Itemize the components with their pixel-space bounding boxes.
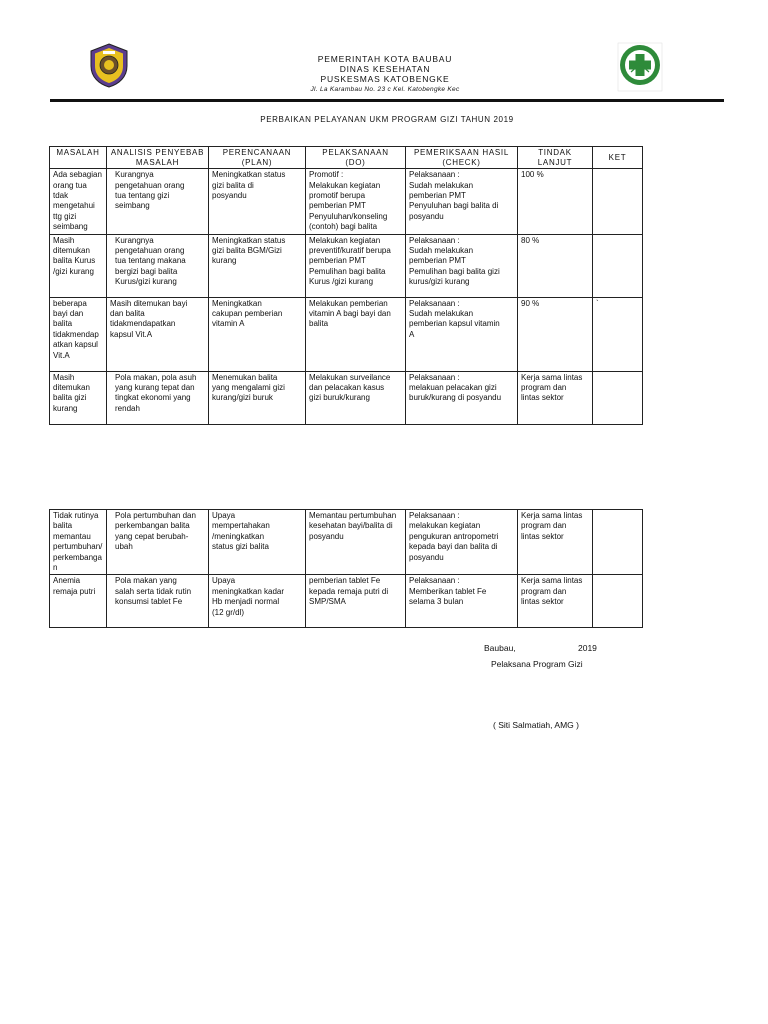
cell-masalah: Ada sebagian orang tua tdak mengetahui ttg gizi seimbang — [50, 169, 107, 234]
cell-ket — [593, 169, 643, 234]
signature-place: Baubau, — [484, 643, 516, 653]
cell-masalah: Masih ditemukan balita Kurus /gizi kurang — [50, 234, 107, 297]
cell-pelaksanaan: pemberian tablet Fe kepada remaja putri di SMP/SMA — [306, 575, 406, 628]
cell-pelaksanaan: Promotif : Melakukan kegiatan promotif berupa pemberian PMT Penyuluhan/konseling (contoh) bagi balita — [306, 169, 406, 234]
cell-ket — [593, 510, 643, 575]
cell-ket: ` — [593, 297, 643, 371]
cell-masalah: Tidak rutinya balita memantau pertumbuhan/ perkembanga n — [50, 510, 107, 575]
col-header-perencanaan: PERENCANAAN (PLAN) — [209, 147, 306, 169]
table-row — [50, 234, 643, 297]
col-header-pemeriksaan: PEMERIKSAAN HASIL (CHECK) — [406, 147, 518, 169]
cell-masalah: Anemia remaja putri — [50, 575, 107, 628]
cell-pemeriksaan: Pelaksanaan : melakuan pelacakan gizi buruk/kurang di posyandu — [406, 371, 518, 424]
signature-year: 2019 — [578, 643, 597, 653]
col-header-ket: KET — [593, 147, 643, 169]
header-divider — [50, 99, 724, 102]
cell-tindak: Kerja sama lintas program dan lintas sektor — [518, 510, 593, 575]
table-row — [50, 371, 643, 424]
table-row — [50, 297, 643, 371]
cell-pemeriksaan: Pelaksanaan : melakukan kegiatan pengukuran antropometri kepada bayi dan balita di posyandu — [406, 510, 518, 575]
cell-analisis: Pola makan yang salah serta tidak rutin konsumsi tablet Fe — [107, 575, 209, 628]
cell-pemeriksaan: Pelaksanaan : Memberikan tablet Fe selama 3 bulan — [406, 575, 518, 628]
cell-analisis: Masih ditemukan bayi dan balita tidakmendapatkan kapsul Vit.A — [107, 297, 209, 371]
cell-analisis: Pola makan, pola asuh yang kurang tepat dan tingkat ekonomi yang rendah — [107, 371, 209, 424]
table-row — [50, 169, 643, 234]
cell-pelaksanaan: Memantau pertumbuhan kesehatan bayi/balita di posyandu — [306, 510, 406, 575]
signature-role: Pelaksana Program Gizi — [491, 659, 583, 669]
cell-ket — [593, 371, 643, 424]
cell-tindak: Kerja sama lintas program dan lintas sektor — [518, 371, 593, 424]
cell-perencanaan: Menemukan balita yang mengalami gizi kurang/gizi buruk — [209, 371, 306, 424]
table-row — [50, 575, 643, 628]
document-title: PERBAIKAN PELAYANAN UKM PROGRAM GIZI TAHUN 2019 — [260, 115, 514, 124]
improvement-table — [49, 146, 643, 425]
cell-perencanaan: Meningkatkan status gizi balita di posyandu — [209, 169, 306, 234]
col-header-analisis: ANALISIS PENYEBAB MASALAH — [107, 147, 209, 169]
cell-pelaksanaan: Melakukan kegiatan preventif/kuratif berupa pemberian PMT Pemulihan bagi balita Kurus /gizi kurang — [306, 234, 406, 297]
header-line-2: DINAS KESEHATAN — [339, 64, 431, 74]
cell-pelaksanaan: Melakukan surveilance dan pelacakan kasus gizi buruk/kurang — [306, 371, 406, 424]
cell-perencanaan: Meningkatkan status gizi balita BGM/Gizi kurang — [209, 234, 306, 297]
cell-analisis: Kurangnya pengetahuan orang tua tentang makana bergizi bagi balita Kurus/gizi kurang — [107, 234, 209, 297]
cell-masalah: beberapa bayi dan balita tidakmendap atkan kapsul Vit.A — [50, 297, 107, 371]
table-header-row — [50, 147, 643, 169]
cell-analisis: Pola pertumbuhan dan perkembangan balita yang cepat berubah- ubah — [107, 510, 209, 575]
cell-tindak: 90 % — [518, 297, 593, 371]
cell-masalah: Masih ditemukan balita gizi kurang — [50, 371, 107, 424]
col-header-pelaksanaan: PELAKSANAAN (DO) — [306, 147, 406, 169]
cell-ket — [593, 575, 643, 628]
header-line-1: PEMERINTAH KOTA BAUBAU — [317, 54, 453, 64]
table-row — [50, 510, 643, 575]
cell-tindak: Kerja sama lintas program dan lintas sektor — [518, 575, 593, 628]
cell-ket — [593, 234, 643, 297]
cell-tindak: 100 % — [518, 169, 593, 234]
cell-pemeriksaan: Pelaksanaan : Sudah melakukan pemberian PMT Pemulihan bagi balita gizi kurus/gizi kurang — [406, 234, 518, 297]
health-cross-icon — [617, 42, 663, 92]
cell-pemeriksaan: Pelaksanaan : Sudah melakukan pemberian PMT Penyuluhan bagi balita di posyandu — [406, 169, 518, 234]
cell-perencanaan: Upaya mempertahakan /meningkatkan status gizi balita — [209, 510, 306, 575]
header-line-3: PUSKESMAS KATOBENGKE — [320, 74, 450, 84]
city-seal-icon — [86, 42, 132, 88]
col-header-masalah: MASALAH — [50, 147, 107, 169]
cell-analisis: Kurangnya pengetahuan orang tua tentang gizi seimbang — [107, 169, 209, 234]
cell-perencanaan: Meningkatkan cakupan pemberian vitamin A — [209, 297, 306, 371]
signature-name: ( Siti Salmatiah, AMG ) — [493, 720, 579, 730]
cell-pemeriksaan: Pelaksanaan : Sudah melakukan pemberian kapsul vitamin A — [406, 297, 518, 371]
col-header-tindak: TINDAK LANJUT — [518, 147, 593, 169]
improvement-table-continued — [49, 509, 643, 628]
cell-perencanaan: Upaya meningkatkan kadar Hb menjadi normal (12 gr/dl) — [209, 575, 306, 628]
cell-tindak: 80 % — [518, 234, 593, 297]
header-address: Jl. La Karambau No. 23 c Kel. Katobengke Kec — [310, 86, 460, 93]
cell-pelaksanaan: Melakukan pemberian vitamin A bagi bayi dan balita — [306, 297, 406, 371]
